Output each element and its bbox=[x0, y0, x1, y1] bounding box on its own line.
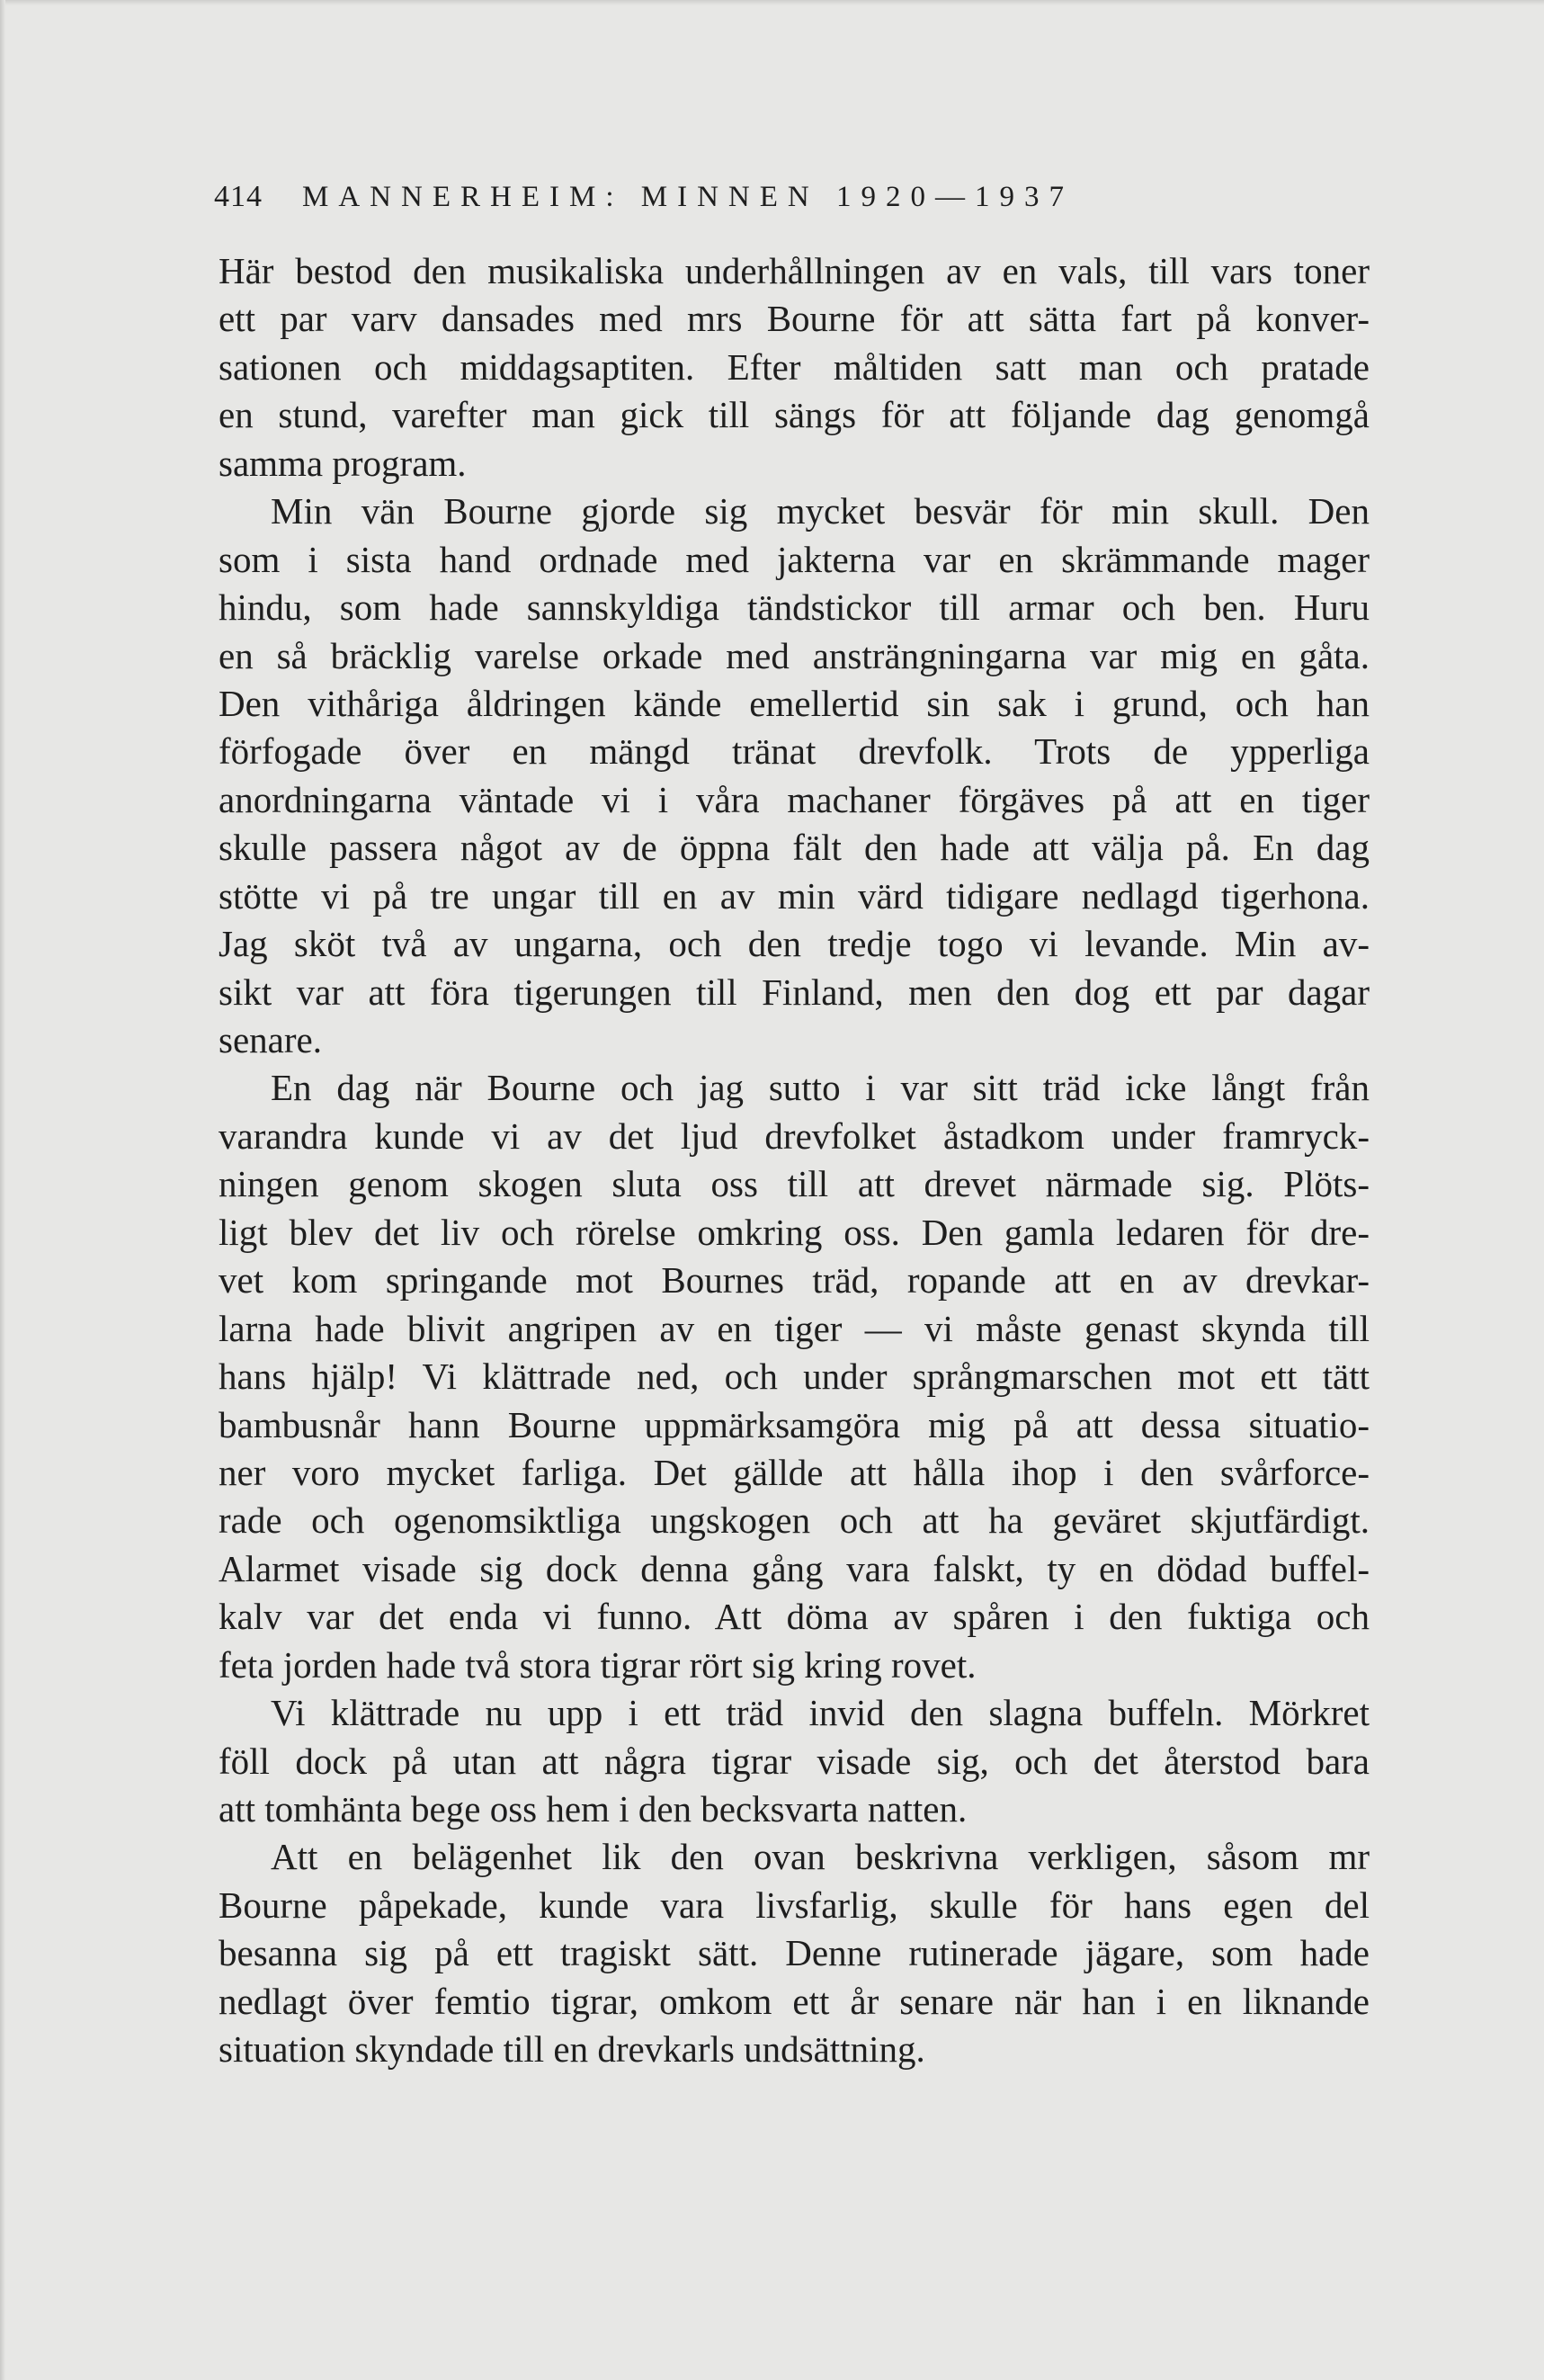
text-line: Den vithåriga åldringen kände emellertid sin sak i grund, och han bbox=[219, 682, 1370, 724]
text-line: varandra kunde vi av det ljud drevfolket åstadkom under framryck- bbox=[219, 1114, 1370, 1157]
text-line: sationen och middagsaptiten. Efter måltiden satt man och pratade bbox=[219, 345, 1370, 388]
text-line: bambusnår hann Bourne uppmärksamgöra mig på att dessa situatio- bbox=[219, 1403, 1370, 1445]
text-line: föll dock på utan att några tigrar visade sig, och det återstod bara bbox=[219, 1740, 1370, 1782]
text-line: ett par varv dansades med mrs Bourne för att sätta fart på konver- bbox=[219, 298, 1370, 340]
text-line: stötte vi på tre ungar till en av min värd tidigare nedlagd tigerhona. bbox=[219, 874, 1370, 917]
text-line: senare. bbox=[219, 1019, 322, 1060]
text-line: att tomhänta bege oss hem i den becksvarta natten. bbox=[219, 1788, 968, 1830]
text-line: ligt blev det liv och rörelse omkring oss. Den gamla ledaren för dre- bbox=[219, 1211, 1370, 1253]
body-text bbox=[219, 247, 1370, 2074]
text-line: hans hjälp! Vi klättrade ned, och under språngmarschen mot ett tätt bbox=[219, 1356, 1370, 1398]
text-line: ner voro mycket farliga. Det gällde att hålla ihop i den svårforce- bbox=[219, 1451, 1370, 1493]
text-line: skulle passera något av de öppna fält den hade att välja på. En dag bbox=[219, 827, 1370, 869]
page-top-edge bbox=[0, 0, 1544, 5]
text-line: besanna sig på ett tragiskt sätt. Denne rutinerade jägare, som hade bbox=[219, 1932, 1370, 1974]
page-left-edge bbox=[0, 0, 5, 2380]
running-header bbox=[214, 180, 1383, 234]
text-line: Att en belägenhet lik den ovan beskrivna verkligen, såsom mr bbox=[271, 1836, 1370, 1878]
text-line: Jag sköt två av ungarna, och den tredje togo vi levande. Min av- bbox=[219, 923, 1370, 965]
text-line: Vi klättrade nu upp i ett träd invid den slagna buffeln. Mörkret bbox=[271, 1692, 1370, 1734]
text-line: kalv var det enda vi funno. Att döma av spåren i den fuktiga och bbox=[219, 1596, 1370, 1638]
text-line: Bourne påpekade, kunde vara livsfarlig, skulle för hans egen del bbox=[219, 1883, 1370, 1926]
text-line: samma program. bbox=[219, 442, 467, 484]
text-line: förfogade över en mängd tränat drevfolk. Trots de ypperliga bbox=[219, 730, 1370, 773]
text-line: feta jorden hade två stora tigrar rört sig kring rovet. bbox=[219, 1643, 977, 1686]
text-line: En dag när Bourne och jag sutto i var sitt träd icke långt från bbox=[271, 1067, 1370, 1109]
text-line: ningen genom skogen sluta oss till att drevet närmade sig. Plöts- bbox=[219, 1163, 1370, 1205]
text-line: som i sista hand ordnade med jakterna var en skrämmande mager bbox=[219, 538, 1370, 580]
text-line: situation skyndade till en drevkarls undsättning. bbox=[219, 2028, 925, 2071]
text-line: Min vän Bourne gjorde sig mycket besvär för min skull. Den bbox=[271, 490, 1370, 532]
text-line: Här bestod den musikaliska underhållningen av en vals, till vars toner bbox=[219, 250, 1370, 291]
text-line: en så bräcklig varelse orkade med ansträngningarna var mig en gåta. bbox=[219, 634, 1370, 676]
text-line: Alarmet visade sig dock denna gång vara falskt, ty en dödad buffel- bbox=[219, 1547, 1370, 1589]
text-line: en stund, varefter man gick till sängs för att följande dag genomgå bbox=[219, 394, 1370, 436]
running-title: MANNERHEIM: MINNEN 1920—1937 bbox=[302, 181, 1074, 213]
page-number: 414 bbox=[214, 180, 263, 213]
text-line: anordningarna väntade vi i våra machaner förgäves på att en tiger bbox=[219, 778, 1370, 820]
text-line: rade och ogenomsiktliga ungskogen och att ha geväret skjutfärdigt. bbox=[219, 1499, 1370, 1542]
text-line: hindu, som hade sannskyldiga tändstickor till armar och ben. Huru bbox=[219, 586, 1370, 629]
text-line: nedlagt över femtio tigrar, omkom ett år senare när han i en liknande bbox=[219, 1980, 1370, 2022]
text-line: vet kom springande mot Bournes träd, ropande att en av drevkar- bbox=[219, 1259, 1370, 1302]
text-line: larna hade blivit angripen av en tiger — vi måste genast skynda till bbox=[219, 1307, 1370, 1349]
text-line: sikt var att föra tigerungen till Finland, men den dog ett par dagar bbox=[219, 971, 1370, 1013]
